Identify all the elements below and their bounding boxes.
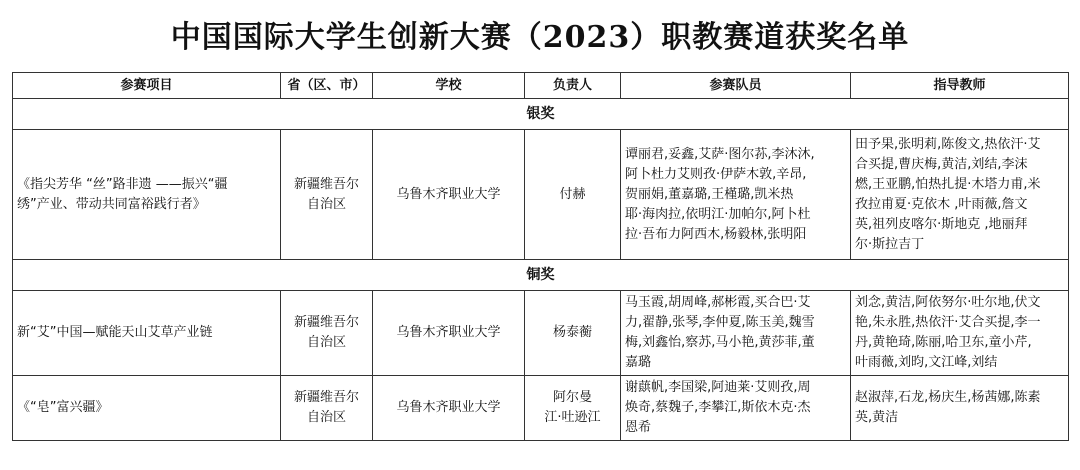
cell-line: 绣”产业、带动共同富裕践行者》 (17, 196, 206, 212)
cell-line: 合买提,曹庆梅,黄洁,刘结,李沫 (855, 156, 1028, 172)
cell-line: 新疆维吾尔 (293, 390, 359, 405)
table-row (13, 130, 1069, 260)
cell-leader (525, 376, 621, 441)
cell-line: 嘉璐 (625, 355, 652, 370)
header-members: 参赛队员 (621, 73, 851, 99)
cell-line: 自治区 (306, 410, 346, 425)
cell-line: 恩希 (625, 420, 652, 435)
cell-line: 英,黄洁 (855, 410, 899, 425)
cell-province (281, 291, 373, 376)
cell-line: 孜拉甫夏·克依木 ,叶雨薇,詹文 (855, 196, 1028, 212)
cell-line: 赵淑萍,石龙,杨庆生,杨茜娜,陈素 (855, 390, 1041, 405)
cell-project (13, 291, 281, 376)
cell-line: 梅,刘鑫怡,察苏,马小艳,黄莎菲,董 (625, 335, 815, 350)
cell-line: 自治区 (306, 335, 346, 350)
cell-line: 谢蕻帆,李国梁,阿迪莱·艾则孜,周 (625, 380, 811, 395)
section-label-silver: 银奖 (13, 99, 1069, 130)
cell-line: 刘念,黄洁,阿依努尔·吐尔地,伏文 (855, 295, 1041, 310)
cell-line: 田予果,张明莉,陈俊文,热依汗·艾 (855, 136, 1041, 152)
cell-school: 乌鲁木齐职业大学 (373, 291, 525, 376)
cell-line: 贺丽娟,董嘉璐,王槿璐,凯米热 (625, 186, 794, 202)
header-leader: 负责人 (525, 73, 621, 99)
cell-school: 乌鲁木齐职业大学 (373, 130, 525, 260)
awards-table (12, 72, 1069, 441)
cell-line: 自治区 (306, 196, 346, 212)
cell-line: 艳,朱永胜,热依汗·艾合买提,李一 (855, 315, 1041, 330)
cell-line: 阿尔曼 (552, 390, 592, 405)
cell-members (621, 291, 851, 376)
cell-line: 付赫 (559, 186, 586, 202)
cell-line: 焕奇,蔡魏子,李攀江,斯依木克·杰 (625, 400, 811, 415)
section-row-silver (13, 99, 1069, 130)
section-row-bronze (13, 260, 1069, 291)
cell-school: 乌鲁木齐职业大学 (373, 376, 525, 441)
cell-line: 马玉霞,胡周峰,郝彬霞,买合巴·艾 (625, 295, 811, 310)
cell-province (281, 130, 373, 260)
cell-line: 叶雨薇,刘昀,文江峰,刘结 (855, 355, 998, 370)
cell-line: 丹,黄艳琦,陈丽,哈卫东,童小芹, (855, 335, 1032, 350)
cell-advisors (851, 130, 1069, 260)
cell-province (281, 376, 373, 441)
cell-line: 尔·斯拉吉丁 (855, 236, 925, 252)
cell-line: 《“皂”富兴疆》 (17, 400, 109, 415)
table-row (13, 376, 1069, 441)
cell-line: 阿卜杜力艾则孜·伊萨木敦,辛昂, (625, 166, 807, 182)
cell-line: 新疆维吾尔 (293, 176, 359, 192)
table-row (13, 291, 1069, 376)
cell-line: 新“艾”中国—赋能天山艾草产业链 (17, 325, 213, 340)
cell-line: 力,翟静,张琴,李仲夏,陈玉美,魏雪 (625, 315, 815, 330)
section-label-bronze: 铜奖 (13, 260, 1069, 291)
cell-line: 江·吐逊江 (544, 410, 601, 425)
cell-project (13, 376, 281, 441)
cell-leader (525, 291, 621, 376)
cell-line: 新疆维吾尔 (293, 315, 359, 330)
cell-members (621, 376, 851, 441)
cell-line: 英,祖列皮喀尔·斯地克 ,地丽拜 (855, 216, 1028, 232)
cell-line: 耶·海肉拉,依明江·加帕尔,阿卜杜 (625, 206, 811, 222)
cell-project (13, 130, 281, 260)
header-province: 省（区、市） (281, 73, 373, 99)
cell-members (621, 130, 851, 260)
table-header-row (13, 73, 1069, 99)
cell-line: 谭丽君,妥鑫,艾萨·图尔荪,李沐沐, (625, 146, 815, 162)
document-title: 中国国际大学生创新大赛（2023）职教赛道获奖名单 (170, 20, 910, 55)
cell-line: 燃,王亚鹏,怕热扎提·木塔力甫,米 (855, 176, 1041, 192)
header-project: 参赛项目 (13, 73, 281, 99)
cell-advisors (851, 376, 1069, 441)
header-advisors: 指导教师 (851, 73, 1069, 99)
cell-advisors (851, 291, 1069, 376)
cell-line: 《指尖芳华 “丝”路非遗 ——振兴“疆 (17, 176, 228, 192)
cell-leader (525, 130, 621, 260)
cell-line: 拉·吾布力阿西木,杨毅林,张明阳 (625, 226, 807, 242)
cell-line: 杨泰蘅 (552, 325, 592, 340)
header-school: 学校 (373, 73, 525, 99)
